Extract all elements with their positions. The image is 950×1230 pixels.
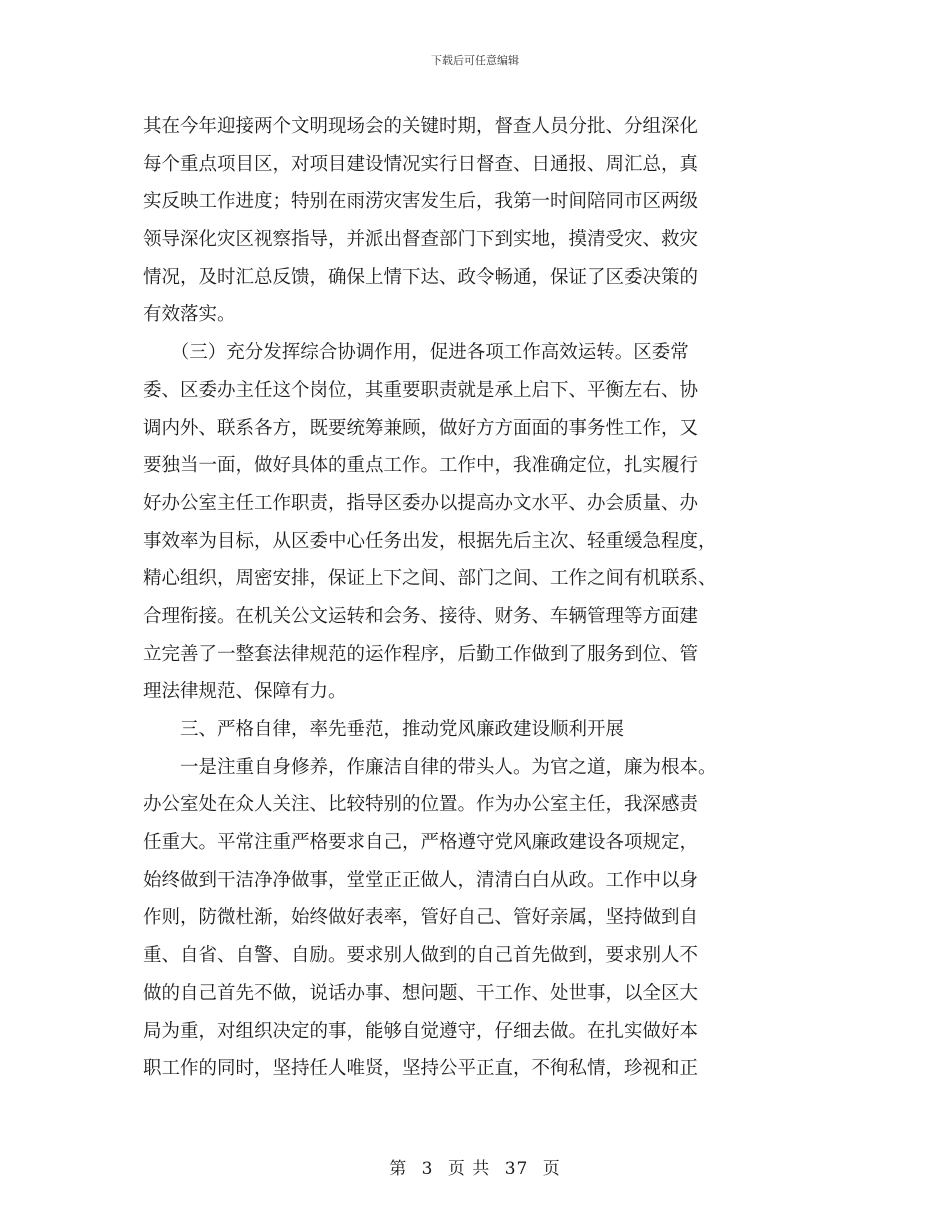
- text-line: 每个重点项目区，对项目建设情况实行日督查、日通报、周汇总，真: [143, 153, 699, 175]
- section-heading: 三、严格自律，率先垂范，推动党风廉政建设顺利开展: [143, 719, 625, 740]
- page-total: 37: [504, 1159, 529, 1179]
- text-line: 调内外、联系各方，既要统筹兼顾，做好方方面面的事务性工作，又: [143, 417, 699, 439]
- text-line: 情况，及时汇总反馈，确保上情下达、政令畅通，保证了区委决策的: [143, 266, 699, 288]
- text-line: 重、自省、自警、自励。要求别人做到的自己首先做到，要求别人不: [143, 945, 699, 967]
- text-line: 合理衔接。在机关公文运转和会务、接待、财务、车辆管理等方面建: [143, 605, 699, 627]
- document-body: [143, 108, 843, 1088]
- text-line: 理法律规范、保障有力。: [143, 681, 347, 703]
- text-line: 局为重，对组织决定的事，能够自觉遵守，仔细去做。在扎实做好本: [143, 1020, 699, 1042]
- text-line: 实反映工作进度；特别在雨涝灾害发生后，我第一时间陪同市区两级: [143, 191, 699, 213]
- text-line: 任重大。平常注重严格要求自己，严格遵守党风廉政建设各项规定，: [143, 832, 699, 854]
- text-line: 事效率为目标，从区委中心任务出发，根据先后主次、轻重缓急程度，: [143, 530, 717, 552]
- text-line: （三）充分发挥综合协调作用，促进各项工作高效运转。区委常: [143, 342, 689, 364]
- text-line: 其在今年迎接两个文明现场会的关键时期，督查人员分批、分组深化: [143, 116, 699, 137]
- text-line: 立完善了一整套法律规范的运作程序，后勤工作做到了服务到位、管: [143, 643, 699, 665]
- footer-middle: 页 共: [447, 1159, 491, 1179]
- text-line: 有效落实。: [143, 304, 236, 326]
- footer-suffix: 页: [542, 1159, 561, 1179]
- text-line: 职工作的同时，坚持任人唯贤，坚持公平正直，不徇私情，珍视和正: [143, 1058, 699, 1080]
- text-line: 做的自己首先不做，说话办事、想问题、干工作、处世事，以全区大: [143, 982, 699, 1004]
- text-line: 要独当一面，做好具体的重点工作。工作中，我准确定位，扎实履行: [143, 455, 699, 477]
- text-line: 委、区委办主任这个岗位，其重要职责就是承上启下、平衡左右、协: [143, 379, 699, 401]
- footer-prefix: 第: [389, 1159, 408, 1179]
- text-line: 领导深化灾区视察指导，并派出督查部门下到实地，摸清受灾、救灾: [143, 229, 699, 251]
- page-footer: [0, 1154, 950, 1179]
- page-header: 下载后可任意编辑: [431, 54, 519, 67]
- text-line: 始终做到干洁净净做事，堂堂正正做人，清清白白从政。工作中以身: [143, 869, 699, 891]
- text-line: 好办公室主任工作职责，指导区委办以提高办文水平、办会质量、办: [143, 492, 699, 514]
- text-line: 作则，防微杜渐，始终做好表率，管好自己、管好亲属，坚持做到自: [143, 907, 699, 929]
- page-number: 3: [421, 1159, 434, 1179]
- text-line: 精心组织，周密安排，保证上下之间、部门之间、工作之间有机联系、: [143, 568, 717, 590]
- text-line: 办公室处在众人关注、比较特别的位置。作为办公室主任，我深感责: [143, 794, 699, 816]
- text-line: 一是注重自身修养，作廉洁自律的带头人。为官之道，廉为根本。: [143, 756, 717, 778]
